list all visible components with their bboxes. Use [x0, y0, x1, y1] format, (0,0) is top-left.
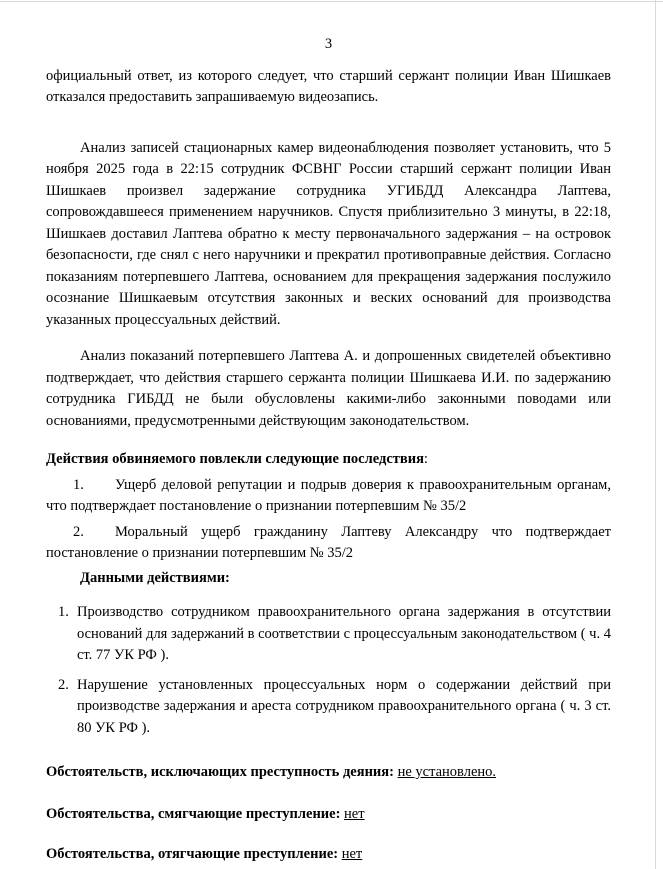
violation-item-2	[58, 675, 611, 740]
circumstance-label: Обстоятельства, смягчающие преступление:	[46, 805, 341, 822]
list-number: 1.	[58, 604, 69, 620]
circumstance-row-mitigating	[46, 804, 611, 826]
violation-item-text: Нарушение установленных процессуальных норм о содержании действий при производстве задержания и ареста сотрудником правоохранительного органа ( ч. 3 ст. 80 УК РФ ).	[77, 676, 611, 736]
violation-item-1	[58, 602, 611, 667]
consequence-item-2	[46, 522, 611, 565]
circumstance-value: не установлено.	[397, 764, 497, 780]
consequence-item-1	[46, 475, 611, 518]
page-edge-right	[655, 0, 656, 869]
circumstance-row-aggravating	[46, 844, 611, 866]
list-number: 1.	[73, 476, 84, 493]
consequence-item-text: Моральный ущерб гражданину Лаптеву Александру что подтверждает постановление о признании потерпевшим № 35/2	[46, 523, 611, 561]
circumstance-label: Обстоятельства, отягчающие преступление:	[46, 846, 339, 862]
circumstance-value: нет	[344, 805, 365, 822]
actions-heading: Данными действиями:	[80, 569, 230, 586]
consequence-item-text: Ущерб деловой репутации и подрыв доверия к правоохранительным органам, что подтверждает постановление о признании потерпевшим № 35/2	[46, 476, 611, 514]
list-number: 2.	[73, 523, 84, 540]
consequences-heading	[46, 449, 611, 471]
circumstance-value: нет	[341, 846, 363, 862]
violation-item-text: Производство сотрудником правоохранительного органа задержания в отсутствии оснований для задержаний в соответствии с процессуальным законодательством ( ч. 4 ст. 77 УК РФ ).	[77, 604, 611, 663]
circumstance-row-excluding	[46, 762, 611, 784]
list-number: 2.	[58, 676, 69, 693]
page-number: 3	[324, 36, 333, 52]
paragraph-camera-analysis: Анализ записей стационарных камер видеонаблюдения позволяет установить, что 5 ноября 2025 года в 22:15 сотрудник ФСВНГ России старший сержант полиции Иван Шишкаев произвел задержание сотрудника УГИБДД Александра Лаптева, сопровождавшееся применением наручников. Спустя приблизительно 3 минуты, в 22:18, Шишкаев доставил Лаптева обратно к месту первоначального задержания – на островок безопасности, где снял с него наручники и прекратил противоправные действия. Согласно показаниям потерпевшего Лаптева, основанием для прекращения задержания послужило осознание Шишкаевым отсутствия законных и веских оснований для производства указанных процессуальных действий.	[46, 139, 611, 328]
paragraph-testimony-analysis: Анализ показаний потерпевшего Лаптева А. и допрошенных свидетелей объективно подтверждает, что действия старшего сержанта полиции Шишкаева И.И. по задержанию сотрудника ГИБДД не были обусловлены какими-либо законными поводами или основаниями, предусмотренными действующим законодательством.	[46, 348, 611, 429]
circumstance-label: Обстоятельств, исключающих преступность деяния:	[46, 764, 394, 780]
consequences-heading-colon: :	[423, 451, 428, 467]
consequences-heading-label: Действия обвиняемого повлекли следующие последствия	[46, 451, 424, 467]
paragraph-continuation: официальный ответ, из которого следует, что старший сержант полиции Иван Шишкаев отказался предоставить запрашиваемую видеозапись.	[46, 67, 611, 105]
